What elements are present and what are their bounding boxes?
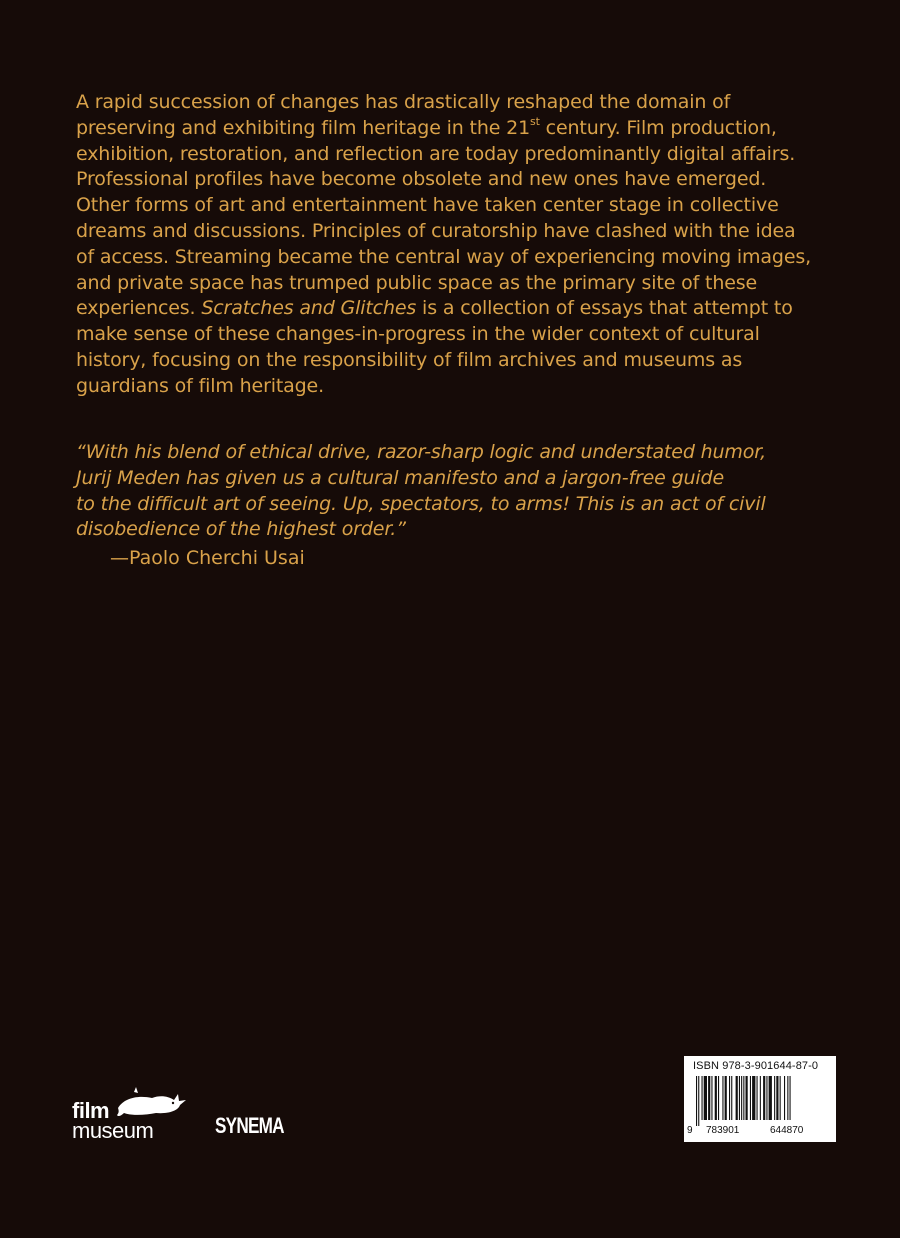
barcode-bar xyxy=(752,1076,755,1120)
blurb-line-part: century. Film production, xyxy=(539,116,777,139)
quote-line: Jurij Meden has given us a cultural manifesto and a jargon-free guide xyxy=(76,466,724,489)
barcode-bar xyxy=(696,1076,697,1126)
barcode-bar xyxy=(746,1076,748,1120)
blurb-line: history, focusing on the responsibility of film archives and museums as xyxy=(76,348,743,371)
blurb-line xyxy=(76,296,846,322)
barcode-bar xyxy=(718,1076,719,1120)
barcode-bar xyxy=(715,1076,717,1120)
barcode-bar xyxy=(731,1076,732,1120)
barcode-digit-lead: 9 xyxy=(687,1125,693,1136)
barcode-bar xyxy=(704,1076,707,1120)
barcode-bar xyxy=(702,1076,703,1120)
barcode-bar xyxy=(736,1076,738,1120)
barcode-bar xyxy=(750,1076,751,1120)
blurb-line: A rapid succession of changes has drastically reshaped the domain of xyxy=(76,91,731,113)
barcode-bar xyxy=(787,1076,788,1120)
barcode-bar xyxy=(741,1076,742,1120)
quote-line: “With his blend of ethical drive, razor-sharp logic and understated humor, xyxy=(76,441,767,463)
barcode-bar xyxy=(760,1076,761,1120)
filmmuseum-word-museum: museum xyxy=(72,1118,154,1143)
filmmuseum-word-film: film xyxy=(72,1098,110,1123)
barcode-bar xyxy=(739,1076,740,1120)
quote-line: to the difficult art of seeing. Up, spectators, to arms! This is an act of civil xyxy=(76,492,766,515)
blurb-line: Professional profiles have become obsolete and new ones have emerged. xyxy=(76,168,767,191)
barcode-bar xyxy=(774,1076,775,1120)
blurb-text xyxy=(76,90,846,400)
filmmuseum-logo xyxy=(72,1086,202,1146)
synema-logo: SYNEMA xyxy=(215,1113,284,1138)
isbn-barcode xyxy=(684,1056,836,1142)
quote-line: disobedience of the highest order.” xyxy=(76,518,406,541)
barcode-bars xyxy=(696,1076,826,1126)
blurb-line-part: experiences. xyxy=(76,297,202,320)
ordinal-suffix: st xyxy=(530,115,540,129)
barcode-bar xyxy=(743,1076,744,1120)
blurb-line: of access. Streaming became the central way of experiencing moving images, xyxy=(76,245,811,268)
barcode-bar xyxy=(790,1076,791,1120)
blurb-line-part: is a collection of essays that attempt to xyxy=(416,297,793,320)
barcode-bar xyxy=(780,1076,781,1120)
blurb-line: and private space has trumped public space as the primary site of these xyxy=(76,271,758,294)
barcode-bar xyxy=(729,1076,730,1120)
barcode-bar xyxy=(725,1076,727,1120)
blurb-line: exhibition, restoration, and reflection are today predominantly digital affairs. xyxy=(76,142,796,165)
barcode-bar xyxy=(784,1076,785,1120)
blurb-line: guardians of film heritage. xyxy=(76,374,324,397)
blurb-line: Other forms of art and entertainment have taken center stage in collective xyxy=(76,194,779,217)
barcode-bar xyxy=(698,1076,699,1126)
barcode-digits-right: 644870 xyxy=(770,1125,804,1136)
book-title: Scratches and Glitches xyxy=(201,297,417,320)
barcode-bar xyxy=(711,1076,712,1120)
blurb-line: make sense of these changes-in-progress in the wider context of cultural xyxy=(76,323,760,346)
seal-icon xyxy=(116,1086,188,1120)
barcode-bar xyxy=(722,1076,723,1120)
blurb-line: dreams and discussions. Principles of curatorship have clashed with the idea xyxy=(76,219,796,242)
barcode-bar xyxy=(769,1076,772,1120)
barcode-bar xyxy=(763,1076,765,1120)
quote-attribution: —Paolo Cherchi Usai xyxy=(110,547,305,569)
barcode-bar xyxy=(776,1076,778,1120)
barcode-bar xyxy=(757,1076,758,1120)
blurb-line-part: preserving and exhibiting film heritage in the 21 xyxy=(76,116,531,139)
barcode-bar xyxy=(708,1076,710,1120)
barcode-digits-left: 783901 xyxy=(706,1125,740,1136)
barcode-bar xyxy=(766,1076,767,1120)
blurb-line xyxy=(76,116,846,142)
endorsement-quote xyxy=(76,440,846,543)
isbn-number: ISBN 978-3-901644-87-0 xyxy=(693,1060,819,1072)
